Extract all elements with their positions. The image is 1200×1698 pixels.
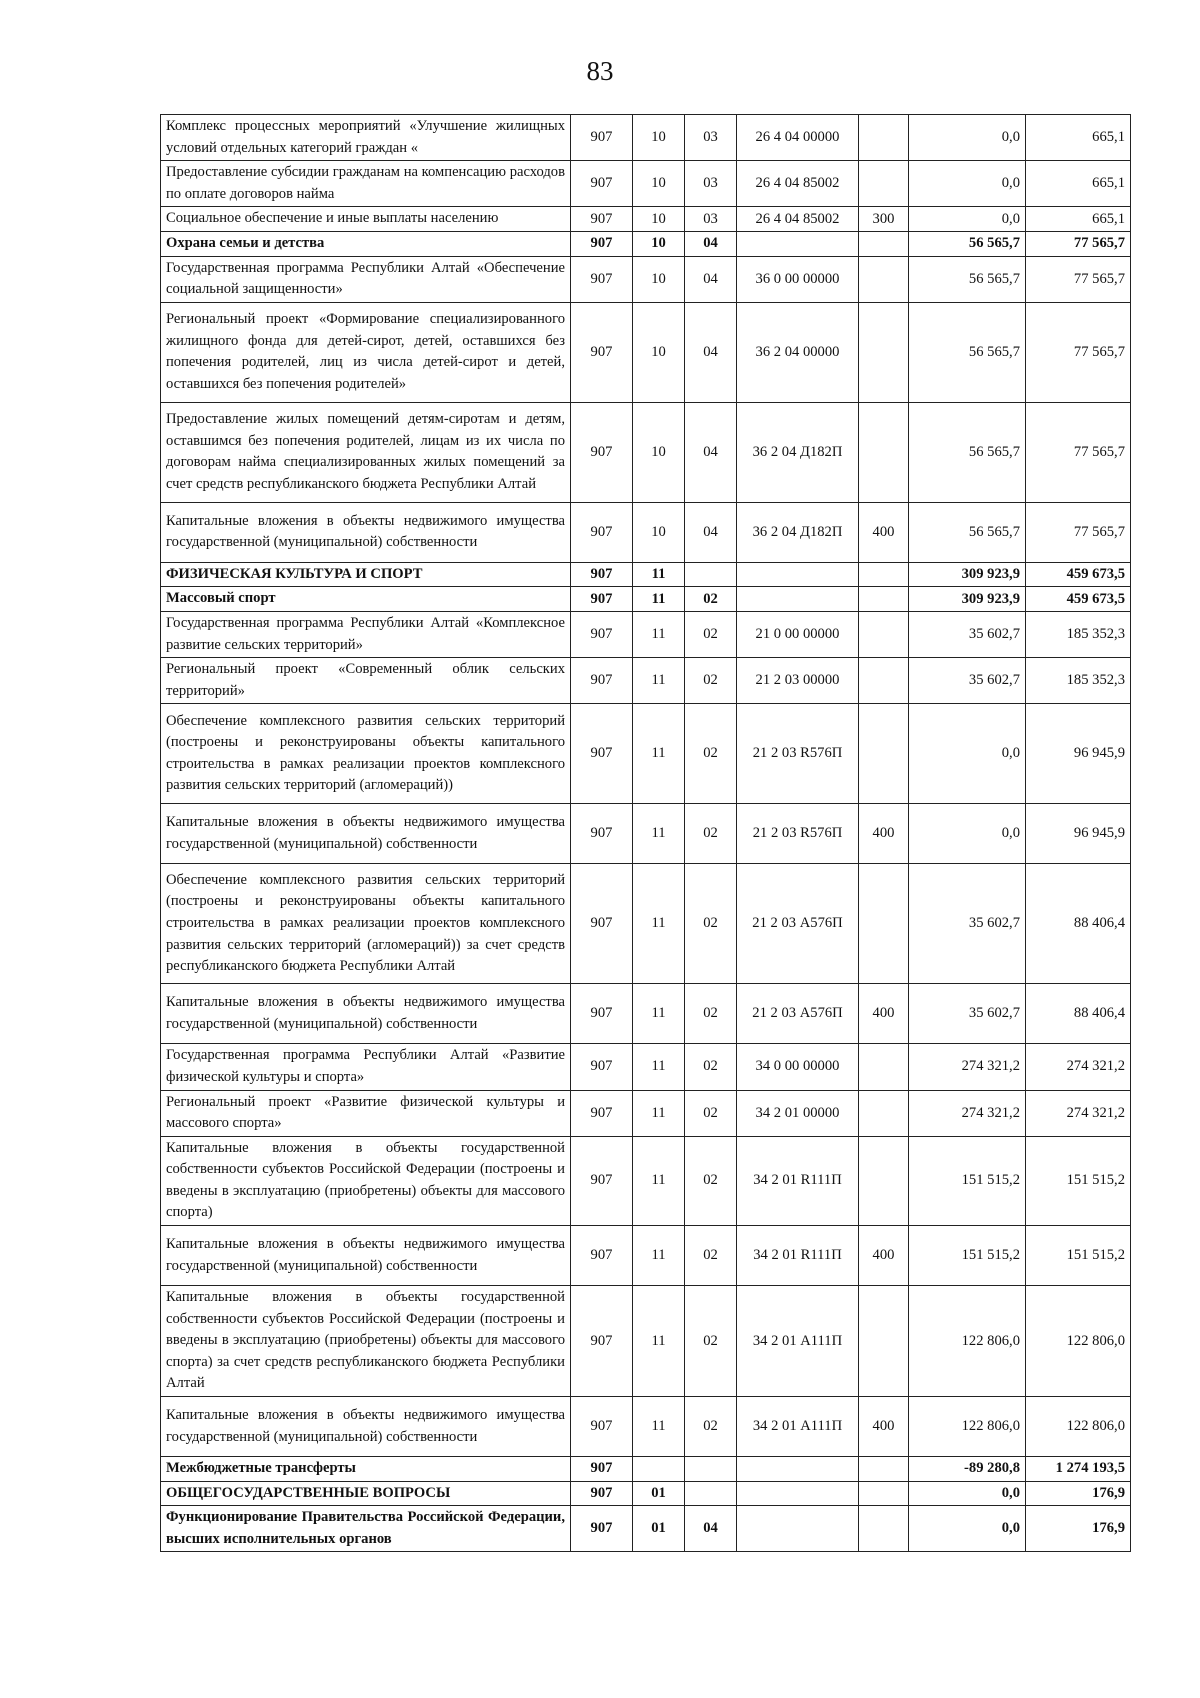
section-code: 01 [633, 1506, 685, 1552]
section-code: 11 [633, 1136, 685, 1225]
expense-type-code [859, 864, 909, 984]
table-row [161, 402, 1131, 502]
amount-year-2: 77 565,7 [1026, 231, 1131, 256]
budget-item-name: ФИЗИЧЕСКАЯ КУЛЬТУРА И СПОРТ [161, 562, 571, 587]
expense-type-code [859, 1136, 909, 1225]
amount-year-1: 56 565,7 [909, 502, 1026, 562]
table-row [161, 1136, 1131, 1225]
department-code: 907 [571, 302, 633, 402]
department-code: 907 [571, 1481, 633, 1506]
budget-item-name: Обеспечение комплексного развития сельских территорий (построены и реконструированы объекты капитального строительства в рамках реализации проектов комплексного развития сельских территорий (агломераций)) за счет средств республиканского бюджета Республики Алтай [161, 864, 571, 984]
amount-year-1: 0,0 [909, 1481, 1026, 1506]
amount-year-2: 77 565,7 [1026, 302, 1131, 402]
table-row [161, 658, 1131, 704]
budget-item-name: Региональный проект «Формирование специализированного жилищного фонда для детей-сирот, детей, оставшихся без попечения родителей, лиц из числа детей-сирот и детей, оставшихся без попечения родителей» [161, 302, 571, 402]
department-code: 907 [571, 587, 633, 612]
expense-type-code [859, 1481, 909, 1506]
target-article-code: 34 2 01 А111П [737, 1397, 859, 1457]
amount-year-2: 185 352,3 [1026, 658, 1131, 704]
subsection-code: 04 [685, 231, 737, 256]
amount-year-2: 77 565,7 [1026, 502, 1131, 562]
budget-item-name: Предоставление субсидии гражданам на компенсацию расходов по оплате договоров найма [161, 161, 571, 207]
subsection-code: 02 [685, 658, 737, 704]
target-article-code [737, 1457, 859, 1482]
target-article-code [737, 231, 859, 256]
expense-type-code [859, 231, 909, 256]
amount-year-2: 96 945,9 [1026, 704, 1131, 804]
table-row [161, 704, 1131, 804]
expense-type-code [859, 1090, 909, 1136]
section-code: 11 [633, 704, 685, 804]
department-code: 907 [571, 704, 633, 804]
subsection-code: 03 [685, 161, 737, 207]
amount-year-1: 35 602,7 [909, 611, 1026, 657]
amount-year-2: 274 321,2 [1026, 1090, 1131, 1136]
amount-year-1: 35 602,7 [909, 864, 1026, 984]
amount-year-2: 459 673,5 [1026, 587, 1131, 612]
subsection-code: 03 [685, 115, 737, 161]
budget-item-name: Массовый спорт [161, 587, 571, 612]
department-code: 907 [571, 1226, 633, 1286]
expense-type-code [859, 402, 909, 502]
amount-year-1: 151 515,2 [909, 1226, 1026, 1286]
department-code: 907 [571, 1090, 633, 1136]
budget-item-name: Социальное обеспечение и иные выплаты населению [161, 207, 571, 232]
budget-item-name: Обеспечение комплексного развития сельских территорий (построены и реконструированы объекты капитального строительства в рамках реализации проектов комплексного развития сельских территорий (агломераций)) [161, 704, 571, 804]
target-article-code: 36 2 04 00000 [737, 302, 859, 402]
target-article-code [737, 1481, 859, 1506]
section-code: 10 [633, 231, 685, 256]
budget-item-name: Капитальные вложения в объекты недвижимого имущества государственной (муниципальной) собственности [161, 984, 571, 1044]
amount-year-1: 0,0 [909, 704, 1026, 804]
section-code: 11 [633, 1226, 685, 1286]
section-code: 01 [633, 1481, 685, 1506]
amount-year-1: 56 565,7 [909, 256, 1026, 302]
expense-type-code [859, 256, 909, 302]
amount-year-2: 151 515,2 [1026, 1136, 1131, 1225]
amount-year-2: 176,9 [1026, 1481, 1131, 1506]
target-article-code: 21 2 03 00000 [737, 658, 859, 704]
amount-year-1: 56 565,7 [909, 402, 1026, 502]
section-code: 10 [633, 502, 685, 562]
amount-year-1: 122 806,0 [909, 1397, 1026, 1457]
expense-type-code [859, 115, 909, 161]
amount-year-2: 122 806,0 [1026, 1286, 1131, 1397]
table-row [161, 587, 1131, 612]
expense-type-code [859, 302, 909, 402]
expense-type-code [859, 1457, 909, 1482]
section-code: 11 [633, 1286, 685, 1397]
expense-type-code [859, 562, 909, 587]
amount-year-1: 274 321,2 [909, 1090, 1026, 1136]
table-row [161, 1226, 1131, 1286]
budget-item-name: ОБЩЕГОСУДАРСТВЕННЫЕ ВОПРОСЫ [161, 1481, 571, 1506]
table-row [161, 502, 1131, 562]
target-article-code: 21 2 03 R576П [737, 804, 859, 864]
amount-year-1: 0,0 [909, 161, 1026, 207]
target-article-code: 26 4 04 85002 [737, 161, 859, 207]
section-code: 11 [633, 984, 685, 1044]
amount-year-2: 1 274 193,5 [1026, 1457, 1131, 1482]
department-code: 907 [571, 115, 633, 161]
amount-year-2: 77 565,7 [1026, 402, 1131, 502]
section-code [633, 1457, 685, 1482]
subsection-code: 03 [685, 207, 737, 232]
table-row [161, 1457, 1131, 1482]
department-code: 907 [571, 231, 633, 256]
target-article-code: 34 2 01 А111П [737, 1286, 859, 1397]
subsection-code: 04 [685, 1506, 737, 1552]
amount-year-1: 35 602,7 [909, 658, 1026, 704]
amount-year-1: 151 515,2 [909, 1136, 1026, 1225]
subsection-code: 02 [685, 1397, 737, 1457]
expense-type-code [859, 1044, 909, 1090]
budget-item-name: Государственная программа Республики Алтай «Комплексное развитие сельских территорий» [161, 611, 571, 657]
amount-year-2: 96 945,9 [1026, 804, 1131, 864]
section-code: 10 [633, 256, 685, 302]
department-code: 907 [571, 562, 633, 587]
table-row [161, 207, 1131, 232]
section-code: 11 [633, 1397, 685, 1457]
subsection-code: 02 [685, 611, 737, 657]
table-row [161, 984, 1131, 1044]
budget-item-name: Функционирование Правительства Российской Федерации, высших исполнительных органов [161, 1506, 571, 1552]
target-article-code: 21 2 03 А576П [737, 984, 859, 1044]
budget-item-name: Капитальные вложения в объекты недвижимого имущества государственной (муниципальной) собственности [161, 1397, 571, 1457]
table-row [161, 1506, 1131, 1552]
budget-item-name: Комплекс процессных мероприятий «Улучшение жилищных условий отдельных категорий граждан « [161, 115, 571, 161]
amount-year-1: -89 280,8 [909, 1457, 1026, 1482]
section-code: 11 [633, 587, 685, 612]
table-row [161, 611, 1131, 657]
subsection-code [685, 562, 737, 587]
amount-year-2: 122 806,0 [1026, 1397, 1131, 1457]
amount-year-1: 35 602,7 [909, 984, 1026, 1044]
expense-type-code: 400 [859, 804, 909, 864]
expense-type-code [859, 704, 909, 804]
subsection-code: 02 [685, 804, 737, 864]
subsection-code [685, 1457, 737, 1482]
table-row [161, 1286, 1131, 1397]
table-row [161, 804, 1131, 864]
table-row [161, 302, 1131, 402]
subsection-code: 02 [685, 864, 737, 984]
subsection-code: 02 [685, 1090, 737, 1136]
target-article-code: 34 2 01 00000 [737, 1090, 859, 1136]
subsection-code: 02 [685, 1226, 737, 1286]
expense-type-code: 400 [859, 1226, 909, 1286]
department-code: 907 [571, 984, 633, 1044]
expense-type-code [859, 587, 909, 612]
department-code: 907 [571, 611, 633, 657]
table-row [161, 231, 1131, 256]
amount-year-2: 185 352,3 [1026, 611, 1131, 657]
subsection-code: 02 [685, 1286, 737, 1397]
section-code: 11 [633, 562, 685, 587]
table-row [161, 562, 1131, 587]
budget-item-name: Предоставление жилых помещений детям-сиротам и детям, оставшимся без попечения родителей, лицам из их числа по договорам найма специализированных жилых помещений за счет средств республиканского бюджета Республики Алтай [161, 402, 571, 502]
department-code: 907 [571, 256, 633, 302]
department-code: 907 [571, 1136, 633, 1225]
department-code: 907 [571, 1286, 633, 1397]
department-code: 907 [571, 402, 633, 502]
section-code: 10 [633, 207, 685, 232]
budget-item-name: Капитальные вложения в объекты недвижимого имущества государственной (муниципальной) собственности [161, 1226, 571, 1286]
target-article-code: 36 2 04 Д182П [737, 502, 859, 562]
target-article-code: 34 0 00 00000 [737, 1044, 859, 1090]
target-article-code: 21 2 03 R576П [737, 704, 859, 804]
section-code: 11 [633, 611, 685, 657]
amount-year-1: 56 565,7 [909, 302, 1026, 402]
amount-year-1: 122 806,0 [909, 1286, 1026, 1397]
amount-year-1: 56 565,7 [909, 231, 1026, 256]
budget-item-name: Капитальные вложения в объекты недвижимого имущества государственной (муниципальной) собственности [161, 502, 571, 562]
target-article-code: 26 4 04 85002 [737, 207, 859, 232]
amount-year-1: 0,0 [909, 804, 1026, 864]
table-row [161, 1044, 1131, 1090]
target-article-code: 36 2 04 Д182П [737, 402, 859, 502]
section-code: 10 [633, 161, 685, 207]
section-code: 10 [633, 115, 685, 161]
section-code: 11 [633, 864, 685, 984]
budget-item-name: Региональный проект «Развитие физической культуры и массового спорта» [161, 1090, 571, 1136]
amount-year-2: 77 565,7 [1026, 256, 1131, 302]
subsection-code: 02 [685, 1044, 737, 1090]
subsection-code: 02 [685, 1136, 737, 1225]
department-code: 907 [571, 1457, 633, 1482]
amount-year-2: 665,1 [1026, 207, 1131, 232]
expense-type-code [859, 161, 909, 207]
amount-year-2: 665,1 [1026, 161, 1131, 207]
amount-year-1: 309 923,9 [909, 587, 1026, 612]
target-article-code [737, 587, 859, 612]
page-number: 83 [586, 56, 614, 86]
table-row [161, 115, 1131, 161]
department-code: 907 [571, 864, 633, 984]
target-article-code [737, 562, 859, 587]
section-code: 11 [633, 804, 685, 864]
subsection-code: 04 [685, 402, 737, 502]
amount-year-2: 274 321,2 [1026, 1044, 1131, 1090]
section-code: 11 [633, 658, 685, 704]
expense-type-code: 400 [859, 1397, 909, 1457]
table-row [161, 1090, 1131, 1136]
table-row [161, 256, 1131, 302]
target-article-code: 26 4 04 00000 [737, 115, 859, 161]
department-code: 907 [571, 207, 633, 232]
expense-type-code: 400 [859, 502, 909, 562]
amount-year-1: 0,0 [909, 207, 1026, 232]
subsection-code: 04 [685, 256, 737, 302]
amount-year-2: 459 673,5 [1026, 562, 1131, 587]
amount-year-1: 274 321,2 [909, 1044, 1026, 1090]
department-code: 907 [571, 1044, 633, 1090]
budget-item-name: Капитальные вложения в объекты недвижимого имущества государственной (муниципальной) собственности [161, 804, 571, 864]
amount-year-1: 0,0 [909, 1506, 1026, 1552]
target-article-code: 21 2 03 А576П [737, 864, 859, 984]
target-article-code: 36 0 00 00000 [737, 256, 859, 302]
budget-item-name: Государственная программа Республики Алтай «Обеспечение социальной защищенности» [161, 256, 571, 302]
section-code: 11 [633, 1090, 685, 1136]
department-code: 907 [571, 804, 633, 864]
budget-table [160, 114, 1131, 1552]
amount-year-2: 665,1 [1026, 115, 1131, 161]
table-row [161, 864, 1131, 984]
budget-item-name: Региональный проект «Современный облик сельских территорий» [161, 658, 571, 704]
target-article-code: 34 2 01 R111П [737, 1136, 859, 1225]
budget-item-name: Межбюджетные трансферты [161, 1457, 571, 1482]
department-code: 907 [571, 658, 633, 704]
subsection-code: 04 [685, 302, 737, 402]
budget-item-name: Капитальные вложения в объекты государственной собственности субъектов Российской Федерации (построены и введены в эксплуатацию (приобретены) объекты для массового спорта) [161, 1136, 571, 1225]
target-article-code: 21 0 00 00000 [737, 611, 859, 657]
expense-type-code [859, 658, 909, 704]
target-article-code [737, 1506, 859, 1552]
amount-year-2: 176,9 [1026, 1506, 1131, 1552]
expense-type-code: 400 [859, 984, 909, 1044]
subsection-code: 02 [685, 587, 737, 612]
subsection-code: 02 [685, 704, 737, 804]
section-code: 10 [633, 402, 685, 502]
subsection-code: 02 [685, 984, 737, 1044]
target-article-code: 34 2 01 R111П [737, 1226, 859, 1286]
table-row [161, 1397, 1131, 1457]
amount-year-1: 0,0 [909, 115, 1026, 161]
amount-year-2: 151 515,2 [1026, 1226, 1131, 1286]
expense-type-code: 300 [859, 207, 909, 232]
table-row [161, 1481, 1131, 1506]
department-code: 907 [571, 1397, 633, 1457]
subsection-code: 04 [685, 502, 737, 562]
department-code: 907 [571, 161, 633, 207]
expense-type-code [859, 1506, 909, 1552]
budget-item-name: Охрана семьи и детства [161, 231, 571, 256]
section-code: 11 [633, 1044, 685, 1090]
expense-type-code [859, 611, 909, 657]
table-row [161, 161, 1131, 207]
department-code: 907 [571, 502, 633, 562]
budget-item-name: Капитальные вложения в объекты государственной собственности субъектов Российской Федерации (построены и введены в эксплуатацию (приобретены) объекты для массового спорта) за счет средств республиканского бюджета Республики Алтай [161, 1286, 571, 1397]
department-code: 907 [571, 1506, 633, 1552]
section-code: 10 [633, 302, 685, 402]
amount-year-2: 88 406,4 [1026, 864, 1131, 984]
amount-year-2: 88 406,4 [1026, 984, 1131, 1044]
amount-year-1: 309 923,9 [909, 562, 1026, 587]
budget-item-name: Государственная программа Республики Алтай «Развитие физической культуры и спорта» [161, 1044, 571, 1090]
expense-type-code [859, 1286, 909, 1397]
subsection-code [685, 1481, 737, 1506]
